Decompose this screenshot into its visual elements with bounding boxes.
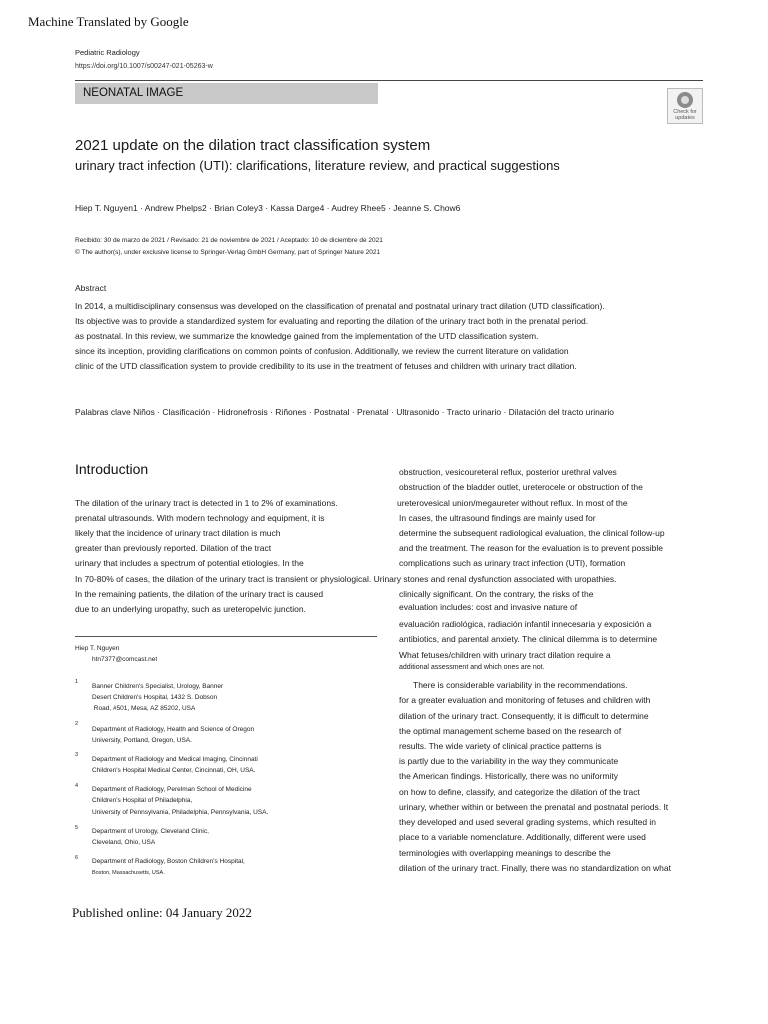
intro-right-line: obstruction of the bladder outlet, ureterocele or obstruction of the: [399, 482, 643, 492]
intro-right-line: on how to define, classify, and categorize the dilation of the tract: [399, 787, 640, 797]
intro-right-line: the optimal management scheme based on the research of: [399, 726, 622, 736]
header-rule: [75, 80, 703, 81]
doi-link[interactable]: https://doi.org/10.1007/s00247-021-05263-w: [75, 63, 213, 70]
affiliation-line: Cleveland, Ohio, USA: [92, 839, 156, 846]
intro-right-line: and the treatment. The reason for the evaluation is to prevent possible: [399, 543, 663, 553]
intro-right-line: ureterovesical union/megaureter without reflux. In most of the: [397, 498, 628, 508]
intro-left-line: due to an underlying uropathy, such as ureteropelvic junction.: [75, 604, 306, 614]
intro-right-line: What fetuses/children with urinary tract dilation require a: [399, 650, 611, 660]
intro-right-line: In cases, the ultrasound findings are mainly used for: [399, 513, 596, 523]
keywords: Palabras clave Niños · Clasificación · Hidronefrosis · Riñones · Postnatal · Prenatal · Ultrasonido · Tracto urinario · Dilatación del tracto urinario: [75, 407, 615, 417]
check-badge-line2: updates: [675, 115, 695, 121]
article-subtitle: urinary tract infection (UTI): clarifications, literature review, and practical suggestions: [75, 158, 560, 173]
affiliation-number: 5: [75, 825, 79, 831]
intro-right-line: dilation of the urinary tract. Consequently, it is difficult to determine: [399, 711, 649, 721]
check-for-updates-icon: [677, 92, 693, 108]
intro-left-line: urinary that includes a spectrum of potential etiologies. In the: [75, 558, 304, 568]
intro-right-line: antibiotics, and parental anxiety. The clinical dilemma is to determine: [399, 634, 658, 644]
affiliation-line: Department of Radiology, Health and Science of Oregon: [92, 726, 255, 733]
affiliation-line: University of Pennsylvania, Philadelphia, Pennsylvania, USA.: [92, 809, 269, 816]
check-badge-line1: Check for: [673, 109, 697, 115]
affiliation-line: Desert Children's Hospital, 1432 S. Dobson: [92, 694, 218, 701]
affiliation-line: Department of Radiology, Boston Children's Hospital,: [92, 858, 245, 865]
affiliation-number: 2: [75, 721, 79, 727]
affiliation-number: 1: [75, 679, 79, 685]
abstract-line: Its objective was to provide a standardized system for evaluating and reporting the dilation of the urinary tract both in the prenatal period.: [75, 316, 589, 326]
footnote-rule: [75, 636, 377, 637]
introduction-heading: Introduction: [75, 461, 149, 477]
intro-left-line: In 70-80% of cases, the dilation of the urinary tract is transient or physiological. Urinary stones and renal dysfunction associated with uropathies.: [75, 574, 617, 584]
intro-right-line: obstruction, vesicoureteral reflux, posterior urethral valves: [399, 467, 617, 477]
intro-right-line: evaluation includes: cost and invasive nature of: [399, 602, 578, 612]
intro-right-line: clinically significant. On the contrary, the risks of the: [399, 589, 594, 599]
intro-left-line: The dilation of the urinary tract is detected in 1 to 2% of examinations.: [75, 498, 338, 508]
affiliation-number: 4: [75, 783, 79, 789]
abstract-line: since its inception, providing clarifications on common points of confusion. Additionally, we review the current literature on validation: [75, 346, 569, 356]
intro-left-line: likely that the incidence of urinary tract dilation is much: [75, 528, 281, 538]
correspondence-email[interactable]: htn7377@comcast.net: [92, 656, 158, 663]
abstract-line: In 2014, a multidisciplinary consensus was developed on the classification of prenatal and postnatal urinary tract dilation (UTD classification).: [75, 301, 605, 311]
affiliation-line: Boston, Massachusetts, USA.: [92, 870, 165, 876]
affiliation-line: Department of Urology, Cleveland Clinic,: [92, 828, 209, 835]
affiliation-line: Banner Children's Specialist, Urology, Banner: [92, 683, 224, 690]
intro-right-line: complications such as urinary tract infection (UTI), formation: [399, 558, 626, 568]
intro-left-line: In the remaining patients, the dilation of the urinary tract is caused: [75, 589, 324, 599]
affiliation-line: Children's Hospital of Philadelphia,: [92, 797, 193, 804]
journal-name: Pediatric Radiology: [75, 48, 140, 57]
machine-translation-banner: Machine Translated by Google: [28, 14, 189, 29]
intro-left-line: greater than previously reported. Dilation of the tract: [75, 543, 272, 553]
affiliation-number: 3: [75, 752, 79, 758]
affiliation-line: Department of Radiology and Medical Imaging, Cincinnati: [92, 756, 258, 763]
article-title: 2021 update on the dilation tract classification system: [75, 137, 431, 154]
correspondence-name: Hiep T. Nguyen: [75, 645, 120, 652]
intro-right-line: place to a variable nomenclature. Additionally, different were used: [399, 832, 646, 842]
affiliation-line: University, Portland, Oregon, USA.: [92, 737, 192, 744]
intro-right-line: There is considerable variability in the recommendations.: [413, 680, 628, 690]
intro-left-line: prenatal ultrasounds. With modern technology and equipment, it is: [75, 513, 325, 523]
intro-right-line: determine the subsequent radiological evaluation, the clinical follow-up: [399, 528, 665, 538]
intro-right-line: urinary, whether within or between the prenatal and postnatal periods. It: [399, 802, 669, 812]
author-list: Hiep T. Nguyen1 · Andrew Phelps2 · Brian Coley3 · Kassa Darge4 · Audrey Rhee5 · Jeanne S. Chow6: [75, 203, 461, 213]
intro-right-line: evaluación radiológica, radiación infantil innecesaria y exposición a: [399, 619, 652, 629]
affiliation-line: Road, #501, Mesa, AZ 85202, USA: [92, 705, 196, 712]
affiliation-line: Children's Hospital Medical Center, Cincinnati, OH, USA.: [92, 767, 256, 774]
intro-right-line: terminologies with overlapping meanings to describe the: [399, 848, 611, 858]
abstract-heading: Abstract: [75, 283, 107, 293]
intro-right-line: they developed and used several grading systems, which resulted in: [399, 817, 657, 827]
published-online: Published online: 04 January 2022: [72, 905, 252, 920]
article-dates: Recibido: 30 de marzo de 2021 / Revisado: 21 de noviembre de 2021 / Aceptado: 10 de diciembre de 2021: [75, 237, 383, 244]
affiliation-number: 6: [75, 855, 79, 861]
abstract-line: as postnatal. In this review, we summarize the knowledge gained from the implementation of the UTD classification system.: [75, 331, 539, 341]
intro-right-line: the American findings. Historically, there was no uniformity: [399, 771, 619, 781]
intro-right-line: results. The wide variety of clinical practice patterns is: [399, 741, 602, 751]
check-for-updates-badge[interactable]: [667, 88, 703, 124]
intro-right-line: additional assessment and which ones are not.: [399, 664, 545, 671]
intro-right-line: dilation of the urinary tract. Finally, there was no standardization on what: [399, 863, 671, 873]
intro-right-line: for a greater evaluation and monitoring of fetuses and children with: [399, 695, 651, 705]
affiliation-line: Department of Radiology, Perelman School of Medicine: [92, 786, 252, 793]
abstract-line: clinic of the UTD classification system to provide credibility to its use in the treatment of fetuses and children with urinary tract dilation.: [75, 361, 577, 371]
intro-right-line: is partly due to the variability in the way they communicate: [399, 756, 619, 766]
section-label: NEONATAL IMAGE: [75, 83, 378, 104]
copyright-notice: © The author(s), under exclusive license to Springer-Verlag GmbH Germany, part of Springer Nature 2021: [75, 249, 381, 256]
